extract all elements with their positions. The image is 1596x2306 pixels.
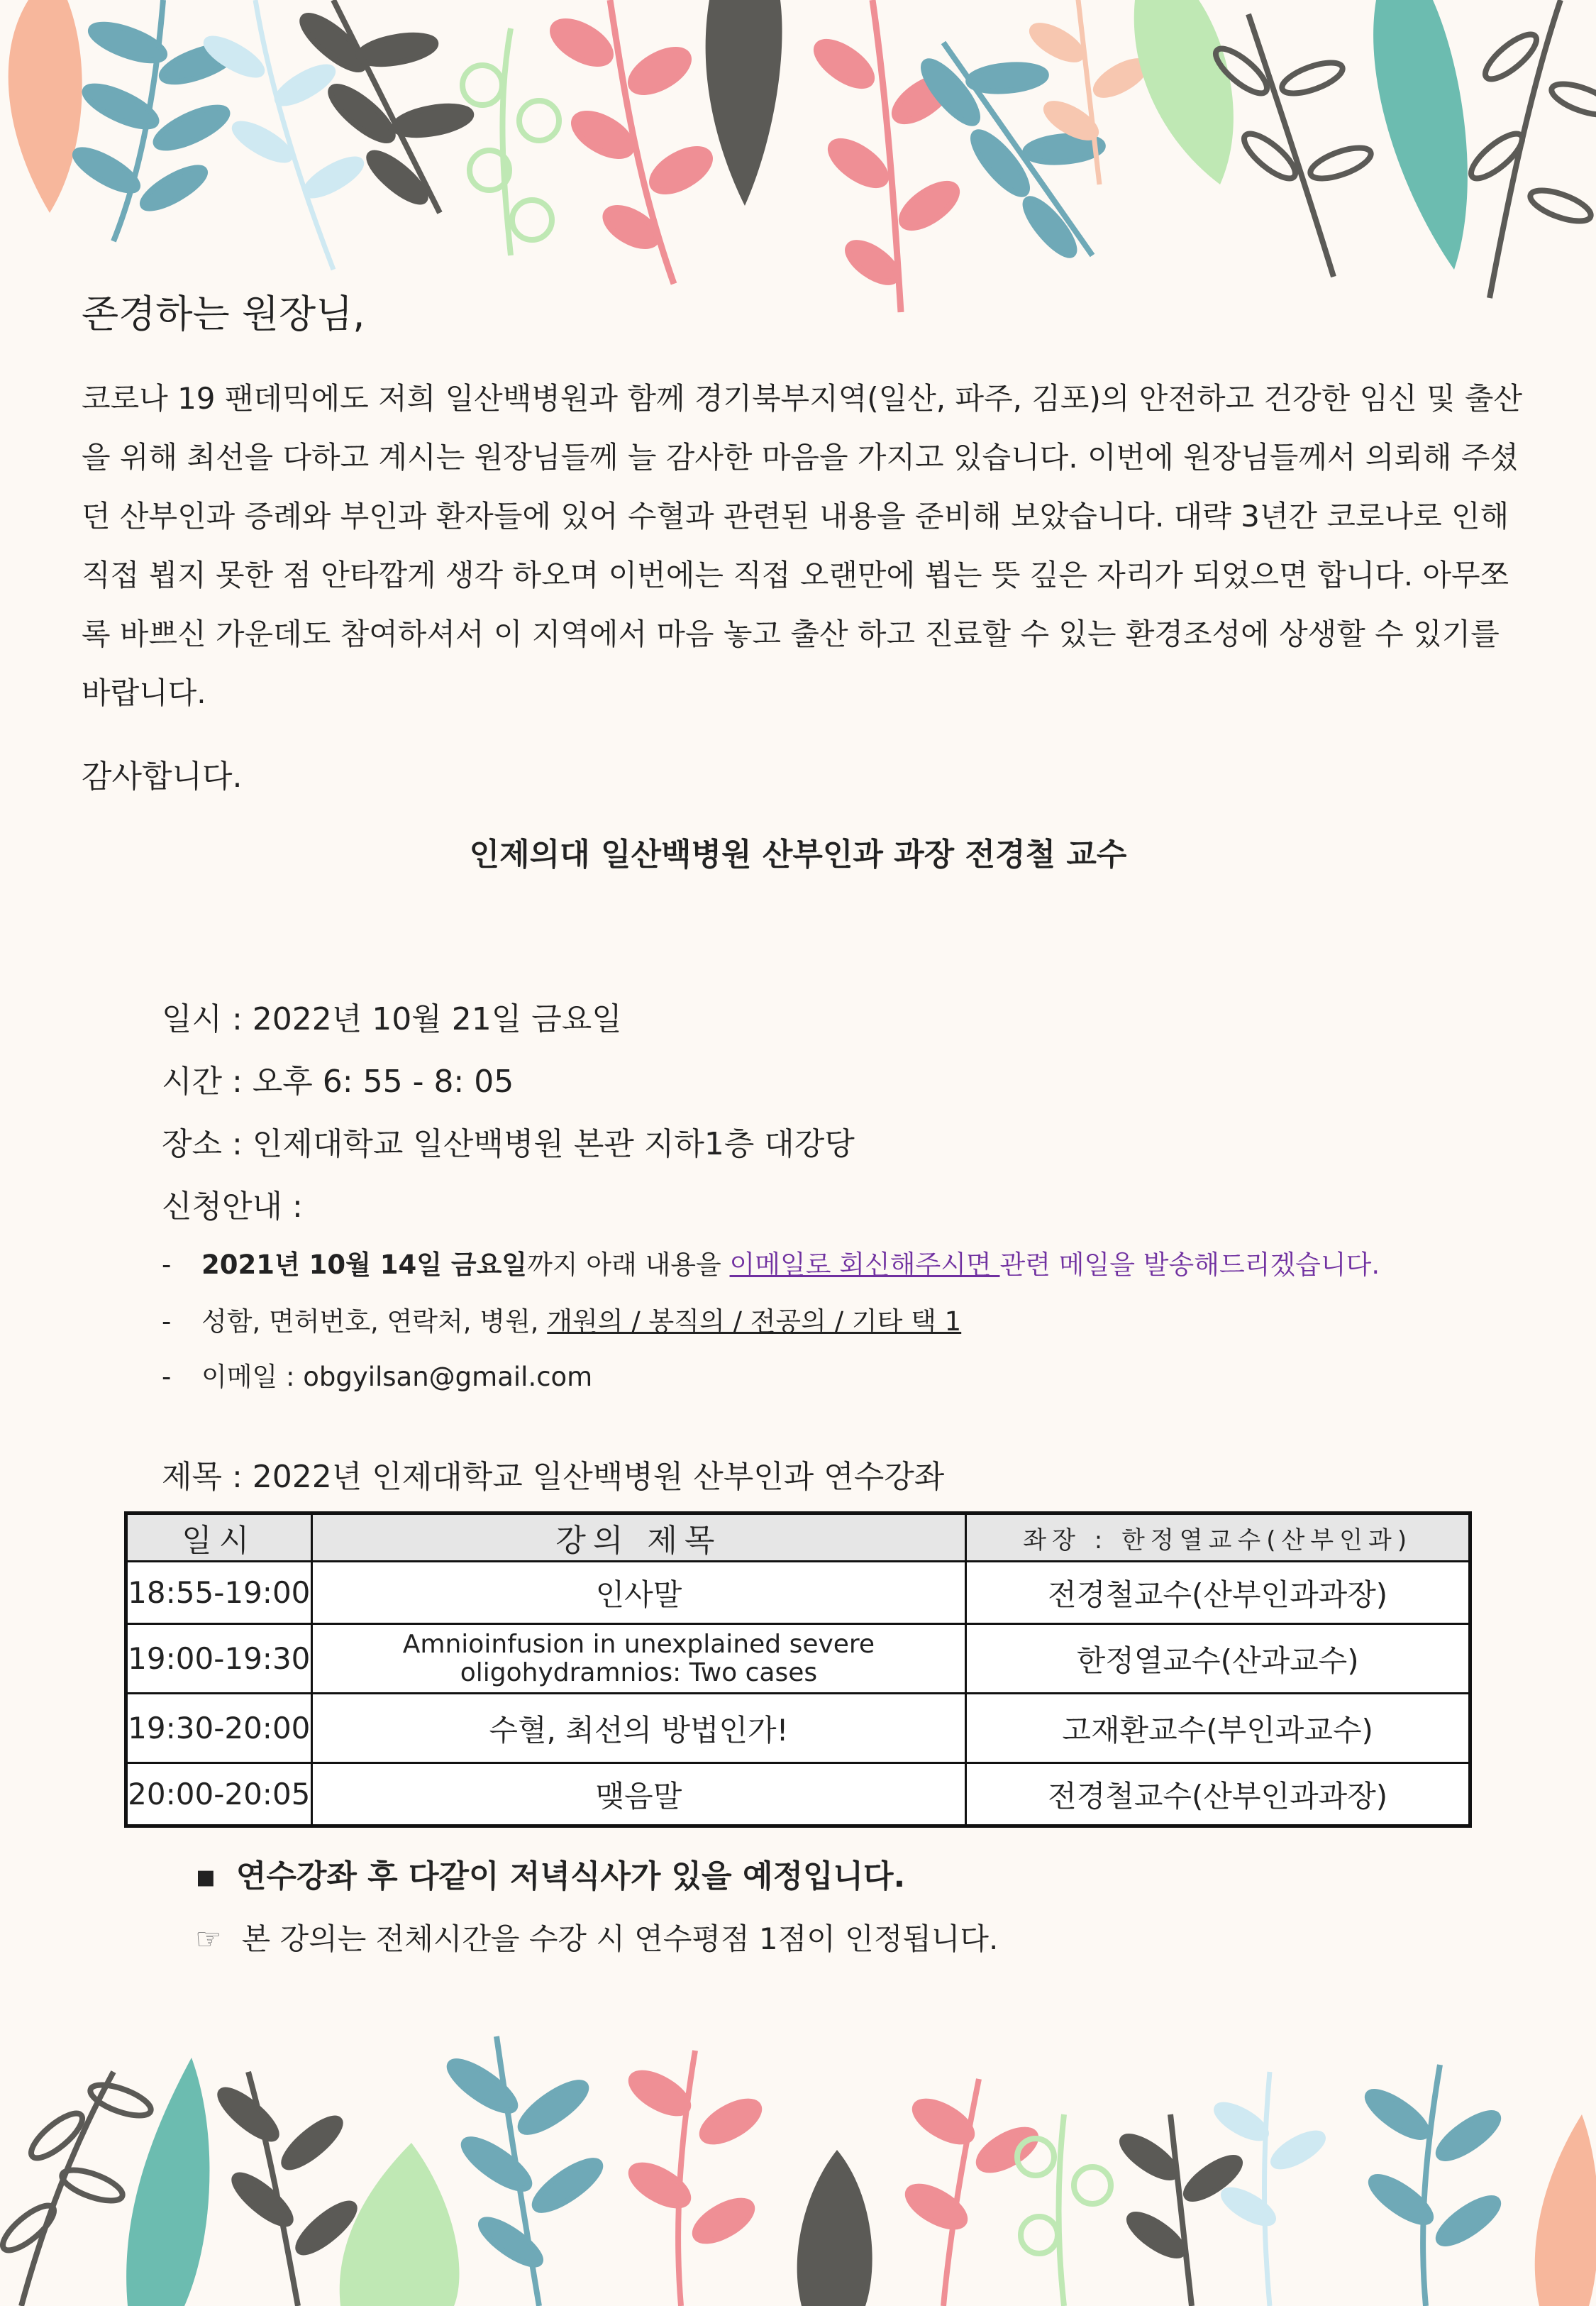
header-chair: 좌장 : 한정열교수(산부인과) xyxy=(966,1513,1470,1562)
row-topic: 인사말 xyxy=(311,1562,966,1624)
row-time: 19:00-19:30 xyxy=(126,1624,312,1694)
letter-body: 코로나 19 팬데믹에도 저희 일산백병원과 함께 경기북부지역(일산, 파주, 김포)의 안전하고 건강한 임신 및 출산을 위해 최선을 다하고 계시는 원장님들께 늘 감사한 마음을 가지고 있습니다. 이번에 원장님들께서 의뢰해 주셨던 산부인과 증례와 부인과 환자들에 있어 수혈과 관련된 내용을 준비해 보았습니다. 대략 3년간 코로나로 인해 직접 뵙지 못한 점 안타깝게 생각 하오며 이번에는 직접 오랜만에 뵙는 뜻 깊은 자리가 되었으면 합니다. 아무쪼록 바쁘신 가운데도 참여하셔서 이 지역에서 마음 놓고 출산 하고 진료할 수 있는 환경조성에 상생할 수 있기를 바랍니다. xyxy=(82,381,1523,710)
event-place: 장소 : 인제대학교 일산백병원 본관 지하1층 대강당 xyxy=(162,1126,855,1162)
row-time: 20:00-20:05 xyxy=(126,1763,312,1826)
header-time: 일시 xyxy=(126,1513,312,1562)
apply-label: 신청안내 : xyxy=(162,1188,303,1225)
table-row xyxy=(126,1562,1470,1624)
feather-sea xyxy=(1373,0,1468,270)
leaf-branch-teal-b2 xyxy=(1361,2065,1504,2306)
leaf-branch-charcoal-3 xyxy=(1465,0,1596,298)
row-speaker: 고재환교수(부인과교수) xyxy=(966,1694,1470,1763)
apply-text-purple: 관련 메일을 발송해드리겠습니다. xyxy=(999,1249,1380,1280)
bullet-dash: - xyxy=(162,1306,172,1337)
reply-email-link[interactable]: 이메일로 회신해주시면 xyxy=(729,1249,1000,1280)
row-speaker: 전경철교수(산부인과과장) xyxy=(966,1763,1470,1826)
leaf-branch-charcoal-b3 xyxy=(1116,2114,1246,2306)
pointing-hand-icon: ☞ xyxy=(195,1921,222,1956)
lecture-title: 제목 : 2022년 인제대학교 일산백병원 산부인과 연수강좌 xyxy=(162,1459,945,1495)
table-row xyxy=(126,1694,1470,1763)
bullet-dash: - xyxy=(162,1362,172,1392)
schedule-table xyxy=(124,1511,1472,1828)
leaf-branch-mint xyxy=(462,28,559,255)
table-row xyxy=(126,1624,1470,1694)
table-header-row xyxy=(126,1513,1470,1562)
table-row xyxy=(126,1763,1470,1826)
salutation: 존경하는 원장님, xyxy=(82,292,365,336)
leaf-branch-coral-b2 xyxy=(902,2079,1042,2306)
row-speaker: 전경철교수(산부인과과장) xyxy=(966,1562,1470,1624)
apply-deadline-line xyxy=(162,1243,1380,1281)
leaf-branch-lightblue-b xyxy=(1212,2072,1328,2306)
apply-fields-line xyxy=(162,1300,961,1338)
apply-options: 개원의 / 봉직의 / 전공의 / 기타 택 1 xyxy=(547,1306,962,1337)
event-time: 시간 : 오후 6: 55 - 8: 05 xyxy=(162,1064,514,1100)
row-speaker: 한정열교수(산과교수) xyxy=(966,1624,1470,1694)
apply-text: 까지 아래 내용을 xyxy=(527,1249,730,1280)
signature: 인제의대 일산백병원 산부인과 과장 전경철 교수 xyxy=(469,837,1127,873)
leaf-branch-charcoal-2 xyxy=(1209,14,1375,277)
row-time: 19:30-20:00 xyxy=(126,1694,312,1763)
leaf-branch-teal-b xyxy=(443,2036,607,2306)
bottom-leaf-decoration xyxy=(0,1973,1596,2306)
leaf-branch-coral-b xyxy=(625,2051,765,2306)
dinner-note xyxy=(195,1850,905,1896)
closing-thanks: 감사합니다. xyxy=(82,758,243,795)
apply-fields: 성함, 면허번호, 연락처, 병원, xyxy=(201,1306,548,1337)
leaf-branch-charcoal-b2 xyxy=(214,2072,360,2306)
leaf-branch-teal-2 xyxy=(916,43,1104,262)
header-topic: 강의 제목 xyxy=(311,1513,966,1562)
credit-text: 본 강의는 전체시간을 수강 시 연수평점 1점이 인정됩니다. xyxy=(241,1921,999,1956)
feather-peach-b xyxy=(1535,2114,1596,2306)
leaf-branch-coral xyxy=(546,0,716,284)
row-topic: 수혈, 최선의 방법인가! xyxy=(311,1694,966,1763)
feather-mint-b xyxy=(340,2143,460,2306)
row-topic: Amnioinfusion in unexplained severe oligohydramnios: Two cases xyxy=(311,1624,966,1694)
bullet-dash: - xyxy=(162,1249,172,1280)
apply-deadline: 2021년 10월 14일 금요일 xyxy=(201,1249,528,1280)
dinner-text: 연수강좌 후 다같이 저녁식사가 있을 예정입니다. xyxy=(235,1858,906,1894)
leaf-branch-coral-2 xyxy=(810,0,964,312)
feather-charcoal xyxy=(706,0,782,206)
feather-peach xyxy=(9,0,82,213)
row-time: 18:55-19:00 xyxy=(126,1562,312,1624)
feather-charcoal-b xyxy=(797,2150,872,2306)
feather-mint xyxy=(1134,0,1234,184)
square-bullet-icon: ▪ xyxy=(195,1858,216,1894)
event-date: 일시 : 2022년 10월 21일 금요일 xyxy=(162,1001,622,1037)
contact-email[interactable]: 이메일 : obgyilsan@gmail.com xyxy=(201,1362,593,1392)
apply-email-line xyxy=(162,1355,592,1394)
row-topic: 맺음말 xyxy=(311,1763,966,1826)
credit-note xyxy=(195,1916,998,1958)
